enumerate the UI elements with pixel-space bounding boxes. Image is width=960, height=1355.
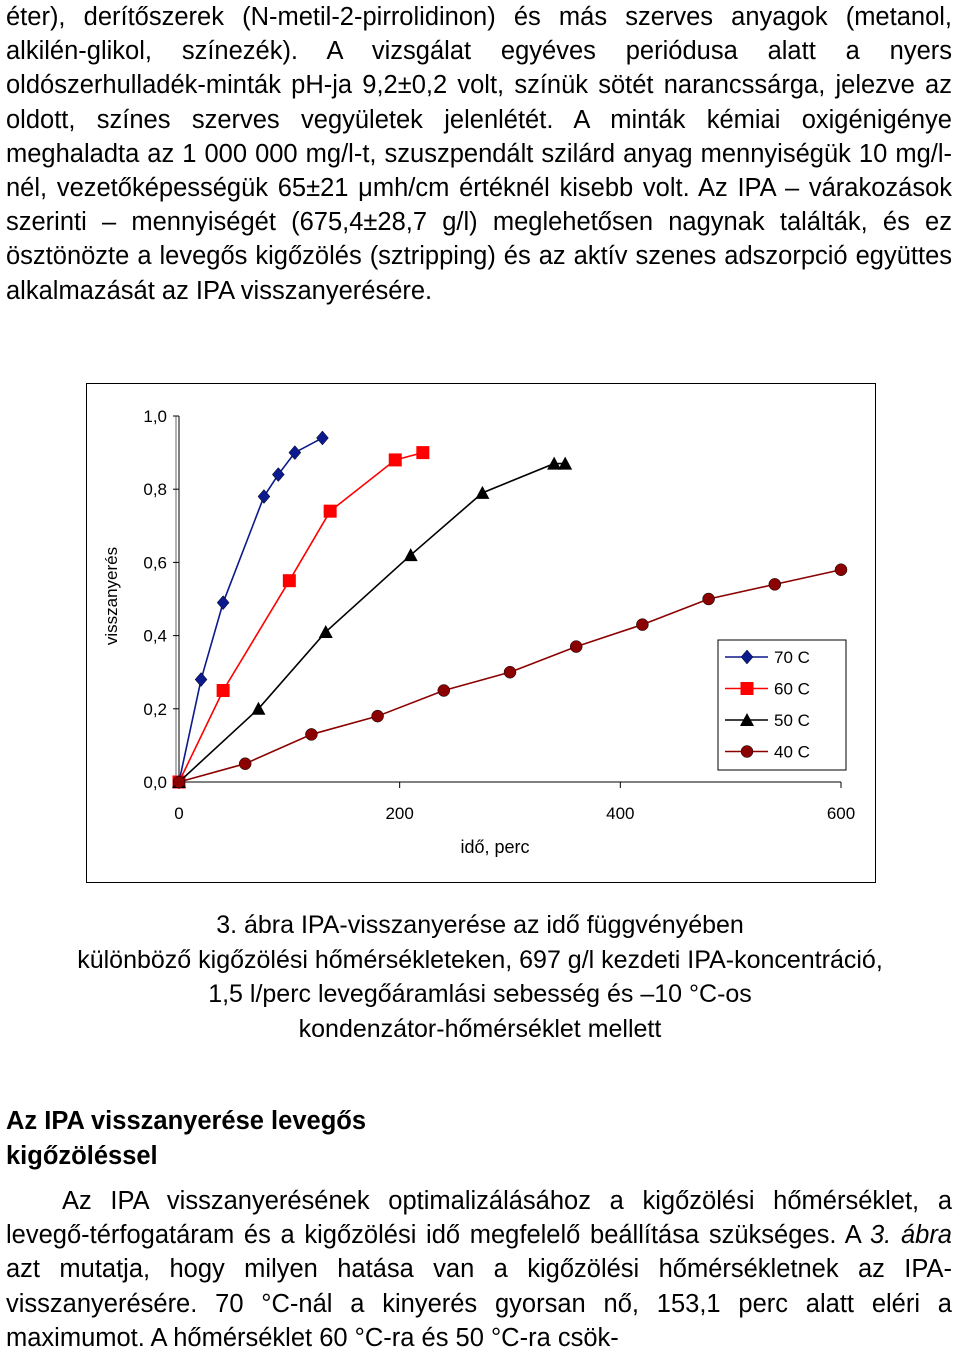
y-tick-label: 0,2 bbox=[143, 699, 167, 719]
data-point-square bbox=[417, 447, 429, 459]
figure-caption bbox=[0, 908, 960, 1046]
data-point-circle bbox=[305, 728, 317, 740]
data-point-circle bbox=[769, 578, 781, 590]
legend-label: 60 C bbox=[774, 679, 810, 699]
chart-frame bbox=[87, 384, 876, 883]
data-point-square bbox=[389, 454, 401, 466]
data-point-circle bbox=[173, 776, 185, 788]
x-tick-label: 400 bbox=[606, 804, 635, 823]
caption-line: különböző kigőzölési hőmérsékleteken, 697 g/l kezdeti IPA-koncentráció, bbox=[77, 945, 883, 974]
data-point-circle bbox=[438, 685, 450, 697]
x-tick-label: 600 bbox=[826, 804, 856, 823]
data-point-square bbox=[283, 575, 295, 587]
data-point-circle bbox=[504, 666, 516, 678]
data-point-circle bbox=[835, 564, 847, 576]
y-tick-label: 0,0 bbox=[143, 773, 167, 792]
paragraph-text: Az IPA visszanyerésének optimalizálásához a kigőzölési hőmérséklet, a levegő-térfogatáram és a kigőzölési idő megfelelő beállítása szükséges. A bbox=[6, 1187, 952, 1250]
data-point-circle bbox=[703, 593, 715, 605]
y-axis-label: visszanyerés bbox=[102, 546, 121, 646]
section-heading bbox=[6, 1104, 366, 1173]
y-tick-label: 0,4 bbox=[143, 626, 167, 646]
x-tick-label: 200 bbox=[385, 804, 414, 823]
y-tick-label: 0,8 bbox=[143, 480, 167, 500]
caption-line: 1,5 l/perc levegőáramlási sebesség és –10 °C-os bbox=[208, 980, 752, 1008]
body-paragraph-2 bbox=[6, 1184, 952, 1355]
x-tick-label: 0 bbox=[174, 804, 184, 823]
data-point-circle bbox=[570, 641, 582, 653]
recovery-chart bbox=[86, 383, 876, 883]
x-axis-label: idő, perc bbox=[460, 837, 530, 857]
y-tick-label: 0,6 bbox=[143, 553, 167, 573]
data-point-circle bbox=[741, 746, 753, 758]
paragraph-text: azt mutatja, hogy milyen hatása van a kigőzölési hőmérsékletnek az IPA-visszanyerésére. 70 °C-nál a kinyerés gyorsan nő, 153,1 perc alatt eléri a maximumot. A hőmérséklet 60 °C-ra és 50 °C-ra csök- bbox=[6, 1255, 952, 1352]
data-point-circle bbox=[239, 758, 251, 770]
caption-line: kondenzátor-hőmérséklet mellett bbox=[298, 1014, 662, 1043]
data-point-circle bbox=[372, 710, 384, 722]
data-point-circle bbox=[636, 619, 648, 631]
legend-label: 40 C bbox=[774, 742, 810, 762]
figure-reference: 3. ábra bbox=[870, 1221, 952, 1250]
legend-label: 50 C bbox=[774, 711, 810, 730]
body-paragraph: éter), derítőszerek (N-metil-2-pirrolidinon) és más szerves anyagok (metanol, alkilén-glikol, színezék). A vizsgálat egyéves periódusa alatt a nyers oldószerhulladék-minták pH-ja 9,2±0,2 volt, színük sötét narancssárga, jelezve az oldott, színes szerves vegyületek jelenlétét. A minták kémiai oxigénigénye meghaladta az 1 000 000 mg/l-t, szuszpendált szilárd anyag mennyiségük 10 mg/l-nél, vezetőképességük 65±21 μmh/cm értéknél kisebb volt. Az IPA – várakozások szerinti – mennyiségét (675,4±28,7 g/l) meglehetősen nagynak találták, és ez ösztönözte a levegős kigőzölés (sztripping) és az aktív szenes adszorpció együttes alkalmazását az IPA visszanyerésére. bbox=[6, 3, 952, 305]
legend-label: 70 C bbox=[774, 648, 810, 667]
y-tick-label: 1,0 bbox=[143, 407, 167, 426]
data-point-square bbox=[324, 505, 336, 517]
section-heading-line: Az IPA visszanyerése levegős bbox=[6, 1107, 367, 1135]
section-heading-line: kigőzöléssel bbox=[6, 1141, 158, 1170]
caption-line: 3. ábra IPA-visszanyerése az idő függvényében bbox=[216, 911, 744, 939]
data-point-square bbox=[217, 685, 229, 697]
data-point-square bbox=[741, 683, 753, 695]
